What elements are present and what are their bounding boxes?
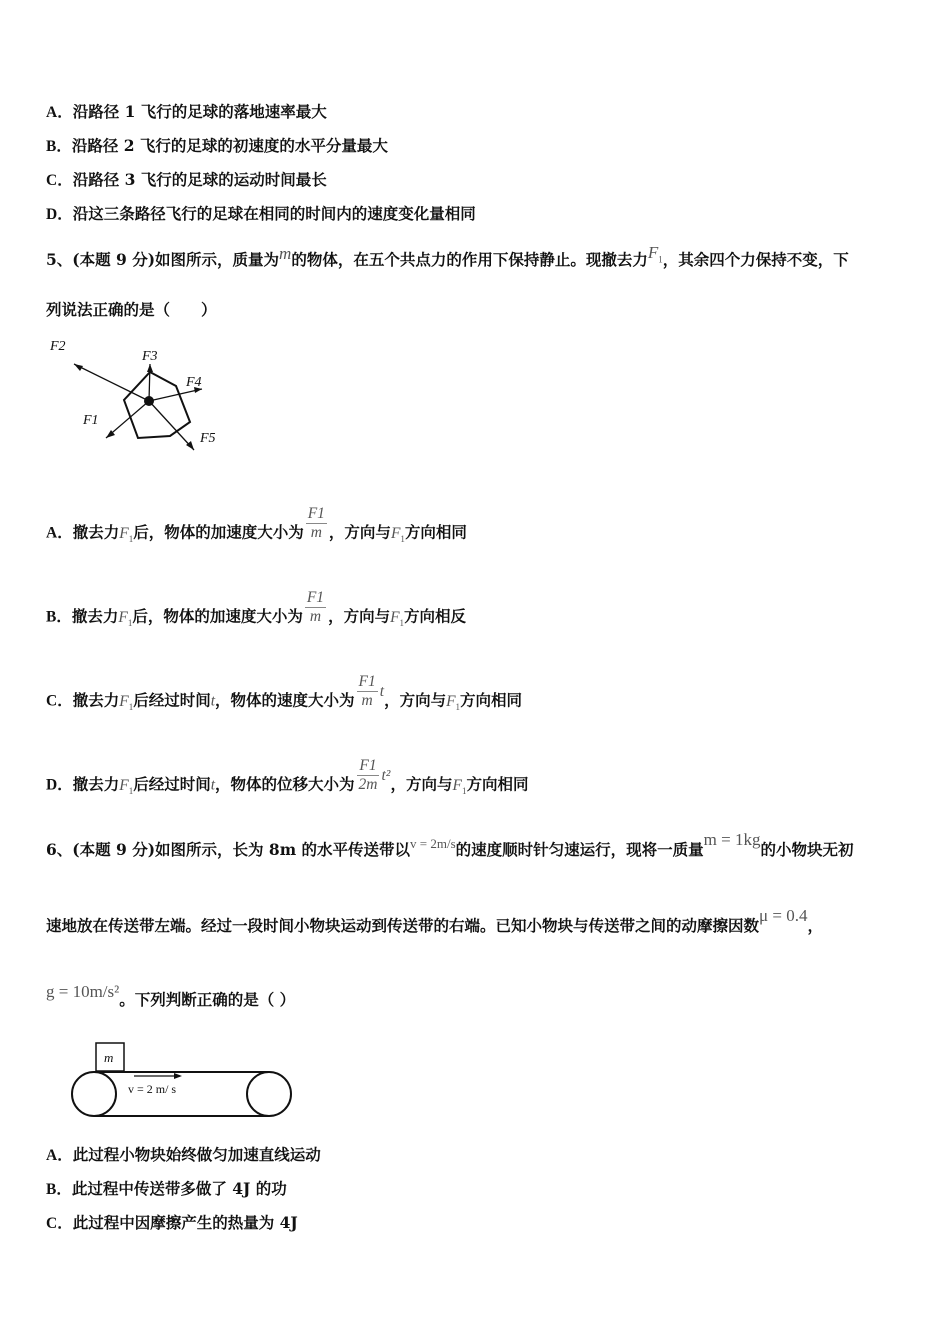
q4-option-b: B．沿路径 2 飞行的足球的初速度的水平分量最大 — [46, 136, 388, 155]
q4-option-a: A．沿路径 1 飞行的足球的落地速率最大 — [46, 102, 327, 121]
block-label: m — [104, 1050, 114, 1065]
velocity-fraction: $\frac{F1}{m}$ — [358, 673, 376, 709]
q5-option-b: B．撤去力$F_1$后，物体的加速度大小为 $\frac{F1}{m}$ ，方向与$F_1$方向相反 — [46, 589, 467, 628]
q5-stem-line2: 列说法正确的是（ ） — [46, 300, 217, 319]
acceleration-fraction: $\frac{F1}{m}$ — [306, 589, 325, 625]
f3-label: F3 — [142, 349, 158, 364]
mass-expression: m = 1kg — [703, 830, 761, 849]
q5-force-diagram — [46, 334, 226, 454]
q6-option-b: B．此过程中传送带多做了 4J 的功 — [46, 1179, 287, 1198]
q5-option-c: C．撤去力$F_1$后经过时间t，物体的速度大小为 $\frac{F1}{m}$ t，方向与$F_1$方向相同 — [46, 673, 523, 712]
f5-label: F5 — [200, 431, 216, 446]
right-pulley — [247, 1072, 291, 1116]
q5-stem-line1: 5、(本题 9 分)如图所示，质量为m的物体，在五个共点力的作用下保持静止。现撤去力$F_1$，其余四个力保持不变，下 — [46, 243, 849, 269]
velocity-label: v = 2 m/ s — [128, 1082, 177, 1096]
q6-option-a: A．此过程小物块始终做匀加速直线运动 — [46, 1145, 321, 1164]
q6-conveyor-diagram — [70, 1040, 296, 1120]
q6-stem-line1: 6、(本题 9 分)如图所示，长为 8m 的水平传送带以$^{v = 2m/s}$的速度顺时针匀速运行，现将一质量m = 1kg的小物块无初 — [46, 830, 854, 859]
f4-label: F4 — [186, 375, 202, 390]
f2-arrow — [74, 364, 149, 401]
g-expression: g = 10m/s² — [46, 982, 120, 1001]
mass-symbol: m — [279, 244, 292, 263]
q4-option-c: C．沿路径 3 飞行的足球的运动时间最长 — [46, 170, 327, 189]
f2-label: F2 — [50, 339, 66, 354]
f1-label: F1 — [83, 413, 99, 428]
q5-option-d: D．撤去力$F_1$后经过时间t，物体的位移大小为 $\frac{F1}{2m}$ t²，方向与$F_1$方向相同 — [46, 757, 529, 796]
q6-stem-line2: 速地放在传送带左端。经过一段时间小物块运动到传送带的右端。已知小物块与传送带之间的动摩擦因数μ = 0.4， — [46, 906, 823, 935]
displacement-fraction: $\frac{F1}{2m}$ — [358, 757, 378, 793]
pentagon-body — [124, 372, 190, 438]
f5-arrow — [149, 401, 194, 450]
acceleration-fraction: $\frac{F1}{m}$ — [307, 505, 325, 541]
speed-expression: v = 2m/s — [410, 836, 456, 851]
left-pulley — [72, 1072, 116, 1116]
mu-expression: μ = 0.4 — [759, 906, 808, 925]
f4-arrow — [149, 389, 202, 401]
q6-option-c: C．此过程中因摩擦产生的热量为 4J — [46, 1213, 298, 1232]
q5-option-a: A．撤去力$F_1$后，物体的加速度大小为 $\frac{F1}{m}$ ，方向与$F_1$方向相同 — [46, 505, 467, 544]
force-symbol: $F_1$ — [647, 243, 663, 265]
q4-option-d: D．沿这三条路径飞行的足球在相同的时间内的速度变化量相同 — [46, 204, 476, 223]
q6-stem-line3: g = 10m/s²。下列判断正确的是（ ） — [46, 982, 296, 1009]
